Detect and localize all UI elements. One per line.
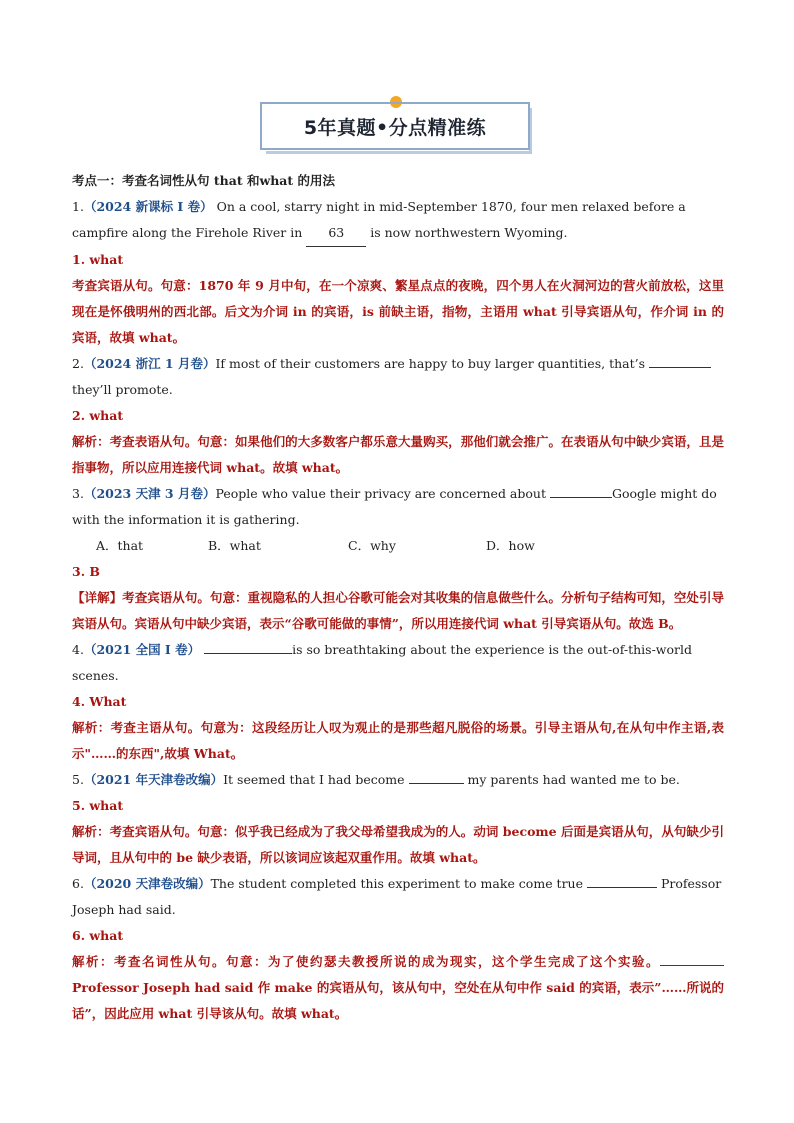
question-number: 5. [72,772,84,787]
answer-blank [550,497,612,498]
option-b: B．what [208,538,261,553]
answer-options [72,533,724,559]
question-text-after: is now northwestern Wyoming. [366,225,568,240]
answer-4: 4. What [72,694,127,709]
question-text-after: they’ll promote. [72,382,173,397]
question-number: 3. [72,486,84,501]
question-source: （2020 天津卷改编） [83,876,211,891]
question-text-after: is so breathtaking about the experience is the out-of-this-world scenes. [72,642,693,683]
question-2 [72,351,724,403]
explanation-3: 【详解】考查宾语从句。句意：重视隐私的人担心谷歌可能会对其收集的信息做些什么。分析句子结构可知，空处引导宾语从句。宾语从句中缺少宾语，表示“谷歌可能做的事情”，所以用连接代词 what 引导宾语从句。故选 B。 [72,590,724,631]
question-text-after: my parents had wanted me to be. [463,772,680,787]
question-source: （2021 全国 I 卷） [83,642,201,657]
explanation-5: 解析：考查宾语从句。句意：似乎我已经成为了我父母希望我成为的人。动词 become 后面是宾语从句，从句缺少引导词，且从句中的 be 缺少表语，所以该词应该起双重作用。故填 what。 [72,824,724,865]
option-c: C．why [348,538,396,553]
explanation-6 [72,949,724,1027]
question-number: 6. [72,876,84,891]
explanation-2: 解析：考查表语从句。句意：如果他们的大多数客户都乐意大量购买，那他们就会推广。在表语从句中缺少宾语，且是指事物，所以应用连接代词 what。故填 what。 [72,434,724,475]
explanation-4: 解析：考查主语从句。句意为：这段经历让人叹为观止的是那些超凡脱俗的场景。引导主语从句,在从句中作主语,表示"……的东西",故填 What。 [72,720,724,761]
document-body [72,168,724,1027]
answer-5: 5. what [72,798,124,813]
answer-blank [204,653,292,654]
question-text-before [200,642,204,657]
question-4 [72,637,724,689]
question-source: （2024 浙江 1 月卷） [83,356,216,371]
question-3 [72,481,724,533]
explanation-blank [660,965,724,966]
question-text-before: It seemed that I had become [223,772,409,787]
question-text-after: Professor Joseph had said. [72,876,722,917]
question-source: （2023 天津 3 月卷） [83,486,216,501]
section-heading: 考点一：考查名词性从句 that 和what 的用法 [72,173,336,188]
question-text-before: If most of their customers are happy to buy larger quantities, that’s [215,356,649,371]
answer-blank [587,887,657,888]
answer-2: 2. what [72,408,124,423]
title-box [260,102,530,150]
question-source: （2024 新课标 I 卷） [83,199,213,214]
question-text-after: Google might do with the information it is gathering. [72,486,717,527]
answer-blank: 63 [306,220,366,247]
question-number: 1. [72,199,84,214]
explanation-text-after: Professor Joseph had said 作 make 的宾语从句，该从句中，空处在从句中作 said 的宾语，表示”……所说的话”，因此应用 what 引导该从句。故填 what。 [72,980,724,1021]
explanation-1: 考查宾语从句。句意：1870 年 9 月中旬，在一个凉爽、繁星点点的夜晚，四个男人在火洞河边的营火前放松，这里现在是怀俄明州的西北部。后文为介词 in 的宾语，is 前缺主语，指物，主语用 what 引导宾语从句，作介词 in 的宾语，故填 what。 [72,278,724,345]
question-number: 4. [72,642,84,657]
option-d: D．how [486,538,535,553]
question-1 [72,194,724,247]
question-number: 2. [72,356,84,371]
question-text-before: People who value their privacy are concerned about [215,486,550,501]
option-a: A．that [96,538,144,553]
question-5 [72,767,724,793]
answer-3: 3. B [72,564,100,579]
question-source: （2021 年天津卷改编） [83,772,224,787]
answer-1: 1. what [72,252,124,267]
question-text-before: The student completed this experiment to make come true [210,876,587,891]
explanation-text-before: 解析：考查名词性从句。句意：为了使约瑟夫教授所说的成为现实，这个学生完成了这个实验。 [72,954,660,969]
answer-6: 6. what [72,928,124,943]
question-text-before: On a cool, starry night in mid-September 1870, four men relaxed before a campfire along the Firehole River in [72,199,686,240]
answer-blank [409,783,464,784]
page-title: 5年真题•分点精准练 [303,116,487,139]
question-6 [72,871,724,923]
answer-blank [649,367,711,368]
